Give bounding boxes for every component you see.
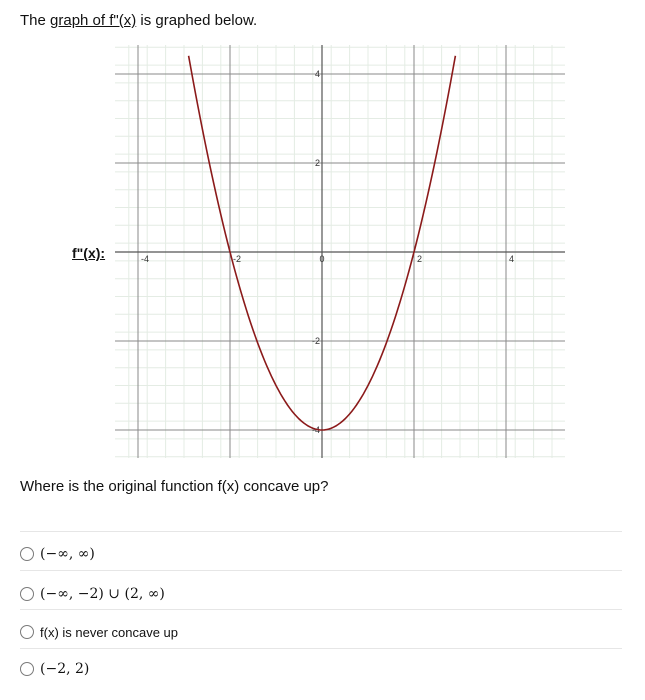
option-label: f(x) is never concave up [40, 624, 179, 640]
option-never-concave-up[interactable] [20, 618, 620, 646]
y-tick-label: -4 [311, 425, 320, 435]
x-tick-label: 2 [417, 254, 423, 264]
prompt-suffix: is graphed below. [136, 12, 258, 29]
option-label: (−∞, ∞) [40, 546, 95, 562]
option-label: (−∞, −2) ∪ (2, ∞) [40, 586, 165, 602]
x-tick-label: 0 [319, 254, 325, 264]
axes [115, 45, 565, 458]
y-tick-label: 2 [314, 158, 320, 168]
question-text: Where is the original function f(x) concave up? [20, 478, 329, 495]
radio-button[interactable] [20, 625, 34, 639]
option-between-roots[interactable] [20, 655, 620, 683]
function-label: f"(x): [72, 245, 106, 261]
y-tick-label: 4 [314, 69, 320, 79]
y-tick-label: -2 [311, 336, 320, 346]
radio-button[interactable] [20, 587, 34, 601]
x-tick-label: -2 [233, 254, 242, 264]
prompt-prefix: The [20, 12, 51, 29]
divider [20, 648, 622, 649]
divider [20, 570, 622, 571]
option-label: (−2, 2) [40, 661, 90, 677]
divider [20, 609, 622, 610]
x-tick-label: 4 [509, 254, 515, 264]
option-all-reals[interactable] [20, 540, 620, 568]
divider [20, 531, 622, 532]
option-outside-roots[interactable] [20, 580, 620, 608]
radio-button[interactable] [20, 662, 34, 676]
x-tick-label: -4 [141, 254, 150, 264]
graph-link[interactable]: graph of f"(x) [50, 12, 137, 29]
radio-button[interactable] [20, 547, 34, 561]
